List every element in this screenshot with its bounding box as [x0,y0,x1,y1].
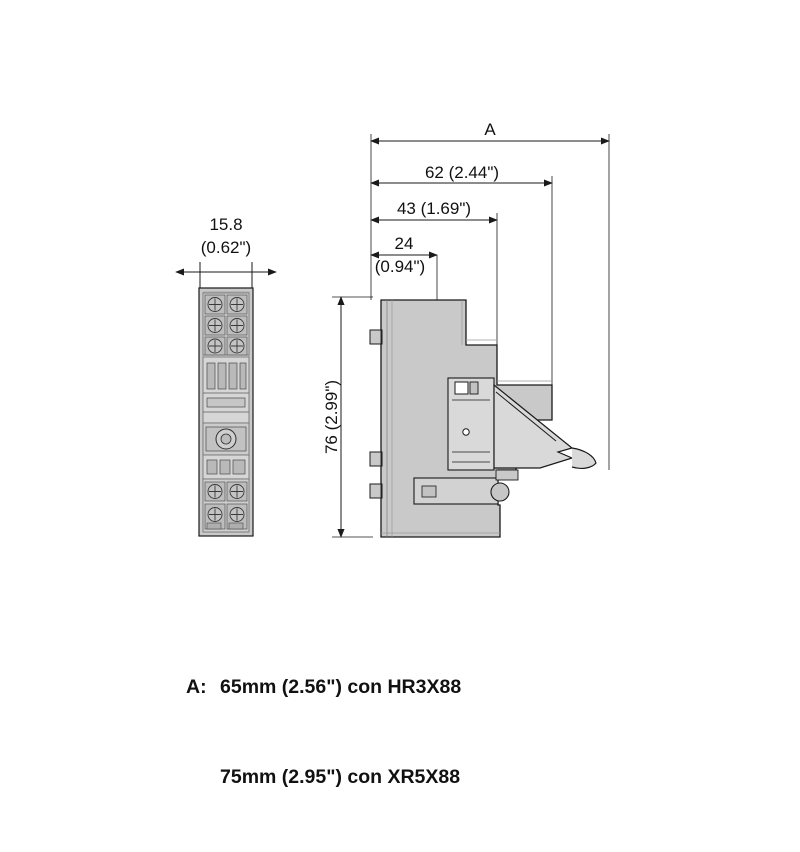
front-view-width-dimension [176,262,276,288]
dim-62-label: 62 (2.44") [424,163,500,182]
front-view-group [176,262,276,536]
front-view-terminals-top [203,293,249,355]
dim-24-label-inch: (0.94") [374,257,426,276]
dim-width-value-in: (0.62") [200,238,252,257]
legend-row-1 [186,672,461,702]
legend-line-1: 65mm (2.56") con HR3X88 [220,676,462,698]
front-view-center-hole [203,423,249,455]
dim-43-label: 43 (1.69") [396,199,472,218]
legend-line-2: 75mm (2.95") con XR5X88 [220,766,461,788]
legend-row-2 [186,762,461,792]
dim-a-label: A [484,120,496,139]
front-view-terminals-bottom [203,479,249,532]
legend-block [186,612,461,852]
dim-width-value-mm: 15.8 [209,215,243,234]
legend-key-spacer [186,762,220,792]
side-view-group [332,134,609,537]
front-view-middle-section [203,357,249,423]
front-view-lower-section [203,455,249,479]
legend-key: A: [186,676,207,698]
dim-76-label: 76 (2.99") [322,379,341,455]
dim-24-label: 24 [394,234,414,253]
clip-hook [572,448,596,468]
